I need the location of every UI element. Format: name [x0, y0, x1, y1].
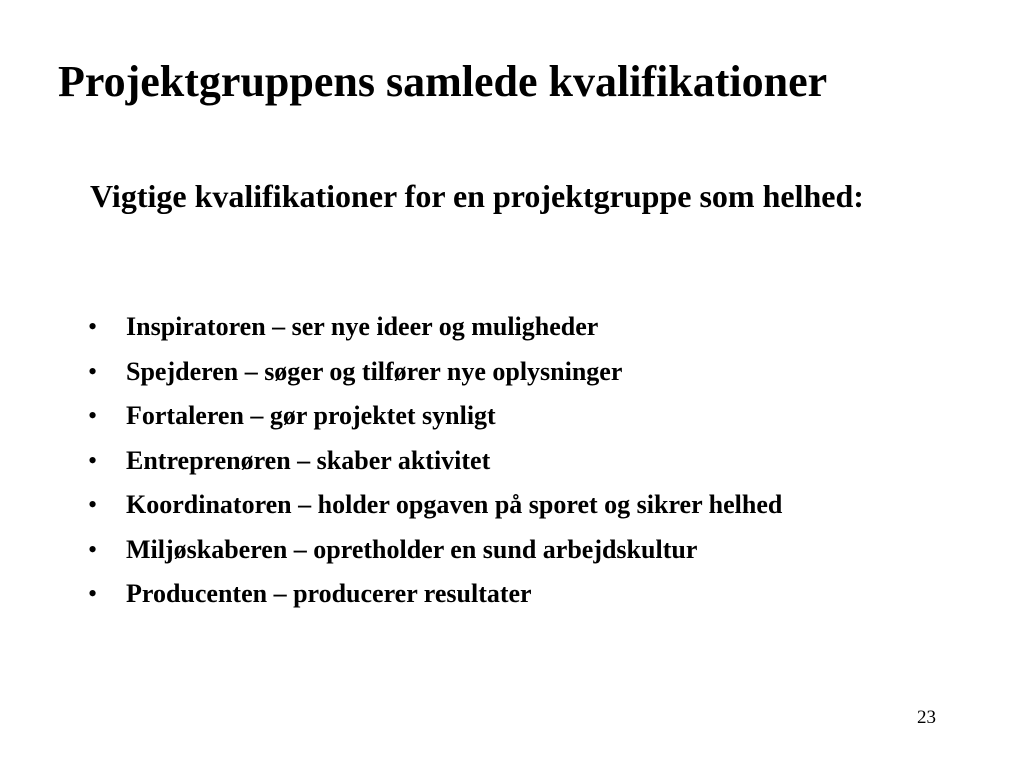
bullet-list	[88, 309, 948, 621]
bullet-text: Fortaleren – gør projektet synligt	[126, 401, 496, 430]
bullet-text: Koordinatoren – holder opgaven på sporet og sikrer helhed	[126, 490, 783, 519]
slide-subtitle: Vigtige kvalifikationer for en projektgruppe som helhed:	[90, 178, 864, 214]
bullet-text: Spejderen – søger og tilfører nye oplysninger	[126, 356, 623, 386]
bullet-icon: •	[88, 356, 98, 386]
bullet-item-fortaleren	[88, 398, 948, 433]
bullet-item-entreprenoren	[88, 443, 948, 478]
page-number: 23	[917, 707, 936, 728]
bullet-text: Entreprenøren – skaber aktivitet	[126, 445, 491, 475]
bullet-item-miljoskaberen	[88, 532, 948, 567]
bullet-item-inspiratoren	[88, 309, 948, 344]
bullet-text: Producenten – producerer resultater	[126, 579, 532, 608]
bullet-icon: •	[88, 312, 98, 341]
bullet-text: Inspiratoren – ser nye ideer og muligheder	[126, 312, 599, 341]
bullet-text: Miljøskaberen – opretholder en sund arbejdskultur	[126, 534, 698, 564]
bullet-icon: •	[88, 445, 98, 475]
bullet-icon: •	[88, 401, 98, 430]
bullet-item-spejderen	[88, 354, 948, 389]
bullet-icon: •	[88, 534, 98, 564]
bullet-item-producenten	[88, 576, 948, 611]
bullet-icon: •	[88, 579, 98, 608]
bullet-icon: •	[88, 490, 98, 519]
slide-title: Projektgruppens samlede kvalifikationer	[58, 57, 828, 106]
bullet-item-koordinatoren	[88, 487, 948, 522]
